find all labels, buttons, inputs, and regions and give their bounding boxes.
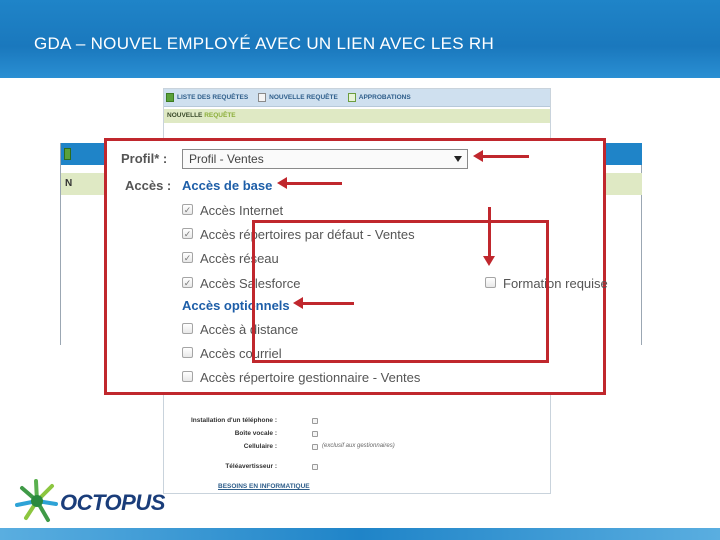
row-note: (exclusif aux gestionnaires) [322,443,395,449]
checkbox-label: Accès répertoires par défaut - Ventes [200,227,415,242]
it-needs-link[interactable]: BESOINS EN INFORMATIQUE [218,483,310,490]
section-title-part1: NOUVELLE [167,112,203,119]
form-row-cellphone [164,443,552,453]
checkbox-label: Accès à distance [200,322,299,337]
approval-icon [348,93,356,102]
checkbox-label: Accès répertoire gestionnaire - Ventes [200,370,421,385]
tab-label: NOUVELLE REQUÊTE [269,94,338,101]
checkbox-checked-icon: ✓ [183,205,192,215]
checkbox-label: Accès Salesforce [200,276,301,291]
section-header [164,109,550,123]
checkbox-checked-icon: ✓ [183,229,192,239]
row-label: Installation d'un téléphone : [190,417,277,424]
basic-access-heading: Accès de base [182,178,273,193]
checkbox-label: Accès réseau [200,251,279,266]
arrow-shaft [286,182,342,185]
row-checkbox[interactable] [312,418,318,424]
profile-select-value: Profil - Ventes [189,152,264,166]
arrow-left-icon [293,297,303,309]
tab-label: APPROBATIONS [358,94,411,101]
arrow-left-icon [473,150,483,162]
row-label: Cellulaire : [243,443,277,450]
section-letter: N [65,178,73,189]
arrow-shaft [482,155,529,158]
checkbox-unchecked-icon [182,347,193,358]
chevron-down-icon [454,156,462,162]
checkbox-label: Accès courriel [200,346,282,361]
list-icon [64,148,71,160]
access-label: Accès : [125,178,172,193]
checkbox-unchecked-icon [182,323,193,334]
zoomed-access-panel [104,138,606,395]
optional-access-heading: Accès optionnels [182,298,290,313]
section-title-part2: REQUÊTE [204,112,236,119]
checkbox-checked-icon: ✓ [183,278,192,288]
checkbox-checked-icon: ✓ [183,253,192,263]
arrow-shaft [302,302,354,305]
new-document-icon [258,93,266,102]
checkbox-label: Formation requise [503,276,608,291]
list-icon [166,93,174,102]
tab-label: LISTE DES REQUÊTES [177,94,249,101]
checkbox-unchecked-icon [182,371,193,382]
arrow-left-icon [277,177,287,189]
octopus-logo-icon [14,478,60,524]
arrow-down-icon [483,256,495,266]
row-checkbox[interactable] [312,444,318,450]
profile-select[interactable] [182,149,468,169]
form-row-phone [164,417,552,427]
tab-request-list[interactable] [166,93,248,102]
octopus-logo [14,478,164,524]
arrow-shaft [488,207,491,259]
logo-text: OCTOPUS [60,490,165,515]
checkbox-label: Accès Internet [200,203,284,218]
row-label: Téléavertisseur : [225,463,277,470]
slide-title: GDA – NOUVEL EMPLOYÉ AVEC UN LIEN AVEC LES RH [34,34,495,53]
highlight-box-inner [252,220,549,363]
profile-label: Profil* : [121,151,168,166]
tab-approvals[interactable] [348,93,411,102]
row-checkbox[interactable] [312,464,318,470]
top-tab-bar [164,89,550,107]
row-checkbox[interactable] [312,431,318,437]
form-row-voicemail [164,430,552,440]
slide-footer-bar [0,528,720,540]
form-row-pager [164,463,552,473]
slide-header [0,0,720,78]
tab-new-request[interactable] [258,93,338,102]
row-label: Boîte vocale : [234,430,277,437]
